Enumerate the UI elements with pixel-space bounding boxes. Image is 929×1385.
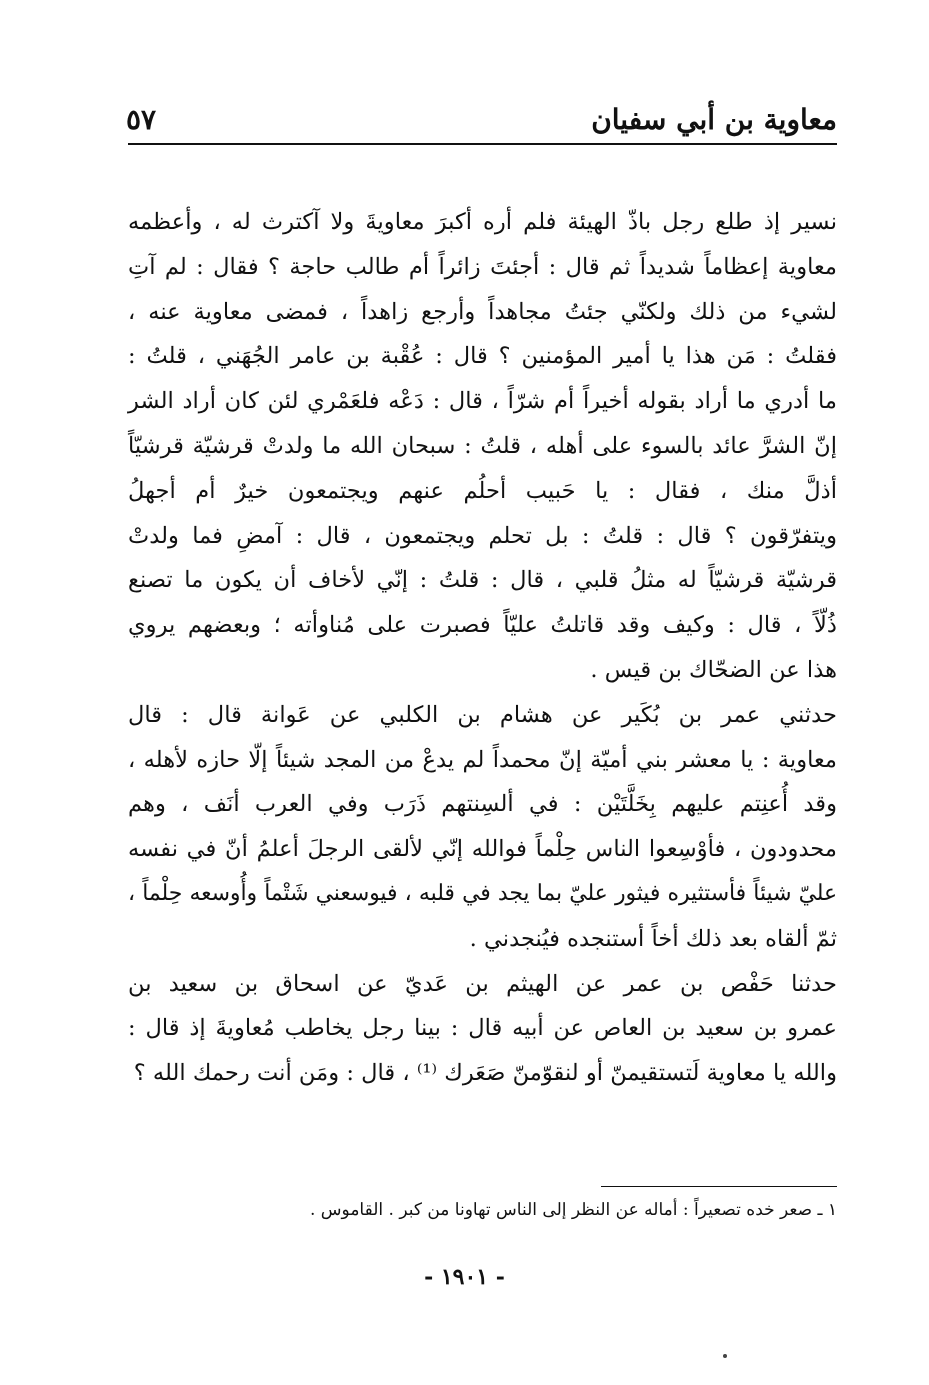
text-line: محدودون ، فأوْسِعوا الناس حِلْماً فوالله إنّي لألقى الرجلَ أعلمُ أنّ في نفسه (128, 836, 837, 863)
text-line: وقد أُعنِتم عليهم بِخَلَّتَيْن : في ألسِنتهم ذَرَب وفي العرب أنَف ، وهم (128, 791, 837, 818)
text-line: إنّ الشرَّ عائد بالسوء على أهله ، قلتُ : سبحان الله ما ولدتْ قرشيّة قرشيّاً (128, 432, 837, 459)
footnote-rule (601, 1186, 837, 1187)
text-line: والله يا معاوية لَتستقيمنّ أو لنقوّمنّ صَعَرك ⁽¹⁾ ، قال : ومَن أنت رحمك الله ؟ (133, 1060, 837, 1087)
text-line: فقلتُ : مَن هذا يا أمير المؤمنين ؟ قال : عُقْبة بن عامر الجُهَني ، قلتُ : (128, 343, 837, 370)
footnote: ١ ـ صعر خده تصعيراً : أماله عن النظر إلى الناس تهاونا من كبر . القاموس . (309, 1200, 837, 1220)
text-line: عليّ شيئاً فأستثيره فيثور عليّ بما يجد في قلبه ، فيوسعني شَتْماً وأُوسعه حِلْماً ، (128, 880, 837, 906)
paragraph (128, 693, 837, 962)
text-line: أذلَّ منك ، فقال : يا حَبيب أحلُم عنهم ويجتمعون خيرٌ أم أجهلُ (128, 477, 837, 504)
text-line: ما أدري ما أراد بقوله أخيراً أم شرّاً ، قال : دَعْه فلعَمْري لئن كان أراد الشر (128, 388, 837, 415)
text-line: نسير إذ طلع رجل باذّ الهيئة فلم أره أكبرَ معاويةَ ولا آكترث له ، وأعظمه (128, 209, 837, 235)
text-line: هذا عن الضحّاك بن قيس . (590, 656, 837, 683)
paragraph (128, 200, 837, 693)
page-footer-number: - ١٩٠١ - (424, 1264, 505, 1290)
text-line: لشيء من ذلك ولكنّي جئتُ مجاهداً وأرجع زاهداً ، فمضى معاوية عنه ، (128, 298, 837, 325)
text-line: ثمّ ألقاه بعد ذلك أخاً أستنجده فيُنجدني . (469, 925, 837, 952)
text-line: عمرو بن سعيد بن العاص عن أبيه قال : بينا رجل يخاطب مُعاويةَ إذ قال : (128, 1015, 837, 1042)
paragraph (128, 962, 837, 1096)
text-line: حدثني عمر بن بُكَير عن هشام بن الكلبي عن عَوانة قال : قال (128, 701, 837, 728)
page-header (126, 96, 837, 140)
running-title: معاوية بن أبي سفيان (591, 103, 837, 136)
scan-speck (723, 1354, 727, 1358)
text-line: ذُلّاً ، قال : وكيف وقد قاتلتُ عليّاً فصبرت على مُناوأته ؛ وبعضهم يروي (128, 612, 837, 639)
main-text (128, 200, 837, 1096)
text-line: قرشيّة قرشيّاً له مثلُ قلبي ، قال : قلتُ : إنّي لأخاف أن يكون ما تصنع (128, 567, 837, 594)
header-rule (128, 143, 837, 145)
text-line: حدثنا حَفْص بن عمر عن الهيثم بن عَديّ عن اسحاق بن سعيد بن (128, 970, 837, 997)
text-line: ويتفرّقون ؟ قال : قلتُ : بل تحلم ويجتمعون ، قال : آمضِ فما ولدتْ (128, 522, 837, 549)
text-line: معاوية : يا معشر بني أميّة إنّ محمداً لم يدعْ من المجد شيئاً إلّا حازه لأهله ، (128, 746, 837, 773)
header-page-number: ٥٧ (126, 103, 157, 136)
text-line: معاوية إعظاماً شديداً ثم قال : أجئتَ زائراً أم طالب حاجة ؟ فقال : لم آتِ (128, 253, 837, 280)
